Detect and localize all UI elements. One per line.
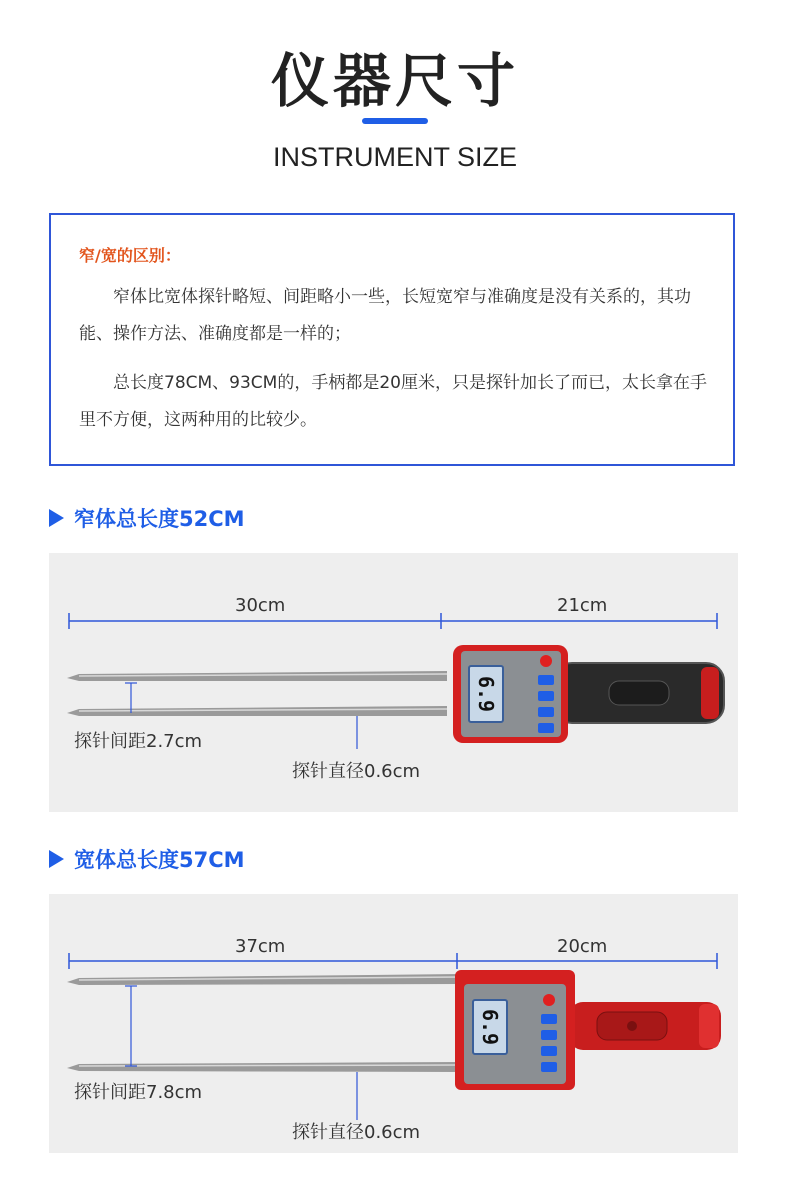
wide-section-title-text: 宽体总长度57CM	[74, 848, 245, 872]
wide-probe-spacing-label: 探针间距7.8cm	[74, 1082, 203, 1103]
wide-probe-length-label: 37cm	[235, 936, 286, 957]
narrow-probe-diameter-label: 探针直径0.6cm	[292, 761, 421, 782]
wide-section-title	[49, 844, 245, 874]
narrow-handle	[554, 663, 724, 723]
page-title: 仪器尺寸	[270, 47, 519, 115]
narrow-instrument-panel	[49, 553, 738, 812]
narrow-probes	[67, 671, 447, 716]
wide-dimension-line	[69, 953, 717, 969]
wide-meter-body	[455, 970, 575, 1090]
narrow-meter-body	[453, 645, 568, 743]
narrow-section-title-text: 窄体总长度52CM	[74, 507, 245, 531]
info-paragraph-1: 窄体比宽体探针略短、间距略小一些，长短宽窄与准确度是没有关系的，其功能、操作方法、准确度都是一样的；	[79, 287, 691, 344]
wide-probes	[67, 974, 461, 1072]
info-paragraph-2: 总长度78CM、93CM的，手柄都是20厘米，只是探针加长了而已，太长拿在手里不方便，这两种用的比较少。	[79, 373, 707, 430]
wide-probe-diameter-label: 探针直径0.6cm	[292, 1122, 421, 1143]
narrow-display-reading: 6.9	[474, 675, 498, 713]
narrow-dimension-line	[69, 613, 717, 629]
wide-display-reading: 6.9	[478, 1008, 502, 1046]
narrow-section-title	[49, 503, 245, 533]
title-underline	[362, 118, 428, 124]
difference-info-box	[49, 213, 735, 466]
wide-handle-length-label: 20cm	[557, 936, 608, 957]
triangle-bullet-icon	[49, 850, 64, 868]
wide-instrument-drawing	[49, 894, 738, 1153]
narrow-probe-length-label: 30cm	[235, 595, 286, 616]
page-subtitle: INSTRUMENT SIZE	[272, 142, 517, 172]
triangle-bullet-icon	[49, 509, 64, 527]
info-heading: 窄/宽的区别：	[79, 246, 181, 265]
narrow-probe-spacing-label: 探针间距2.7cm	[74, 731, 203, 752]
wide-instrument-panel	[49, 894, 738, 1153]
narrow-handle-length-label: 21cm	[557, 595, 608, 616]
wide-handle	[569, 1002, 721, 1050]
